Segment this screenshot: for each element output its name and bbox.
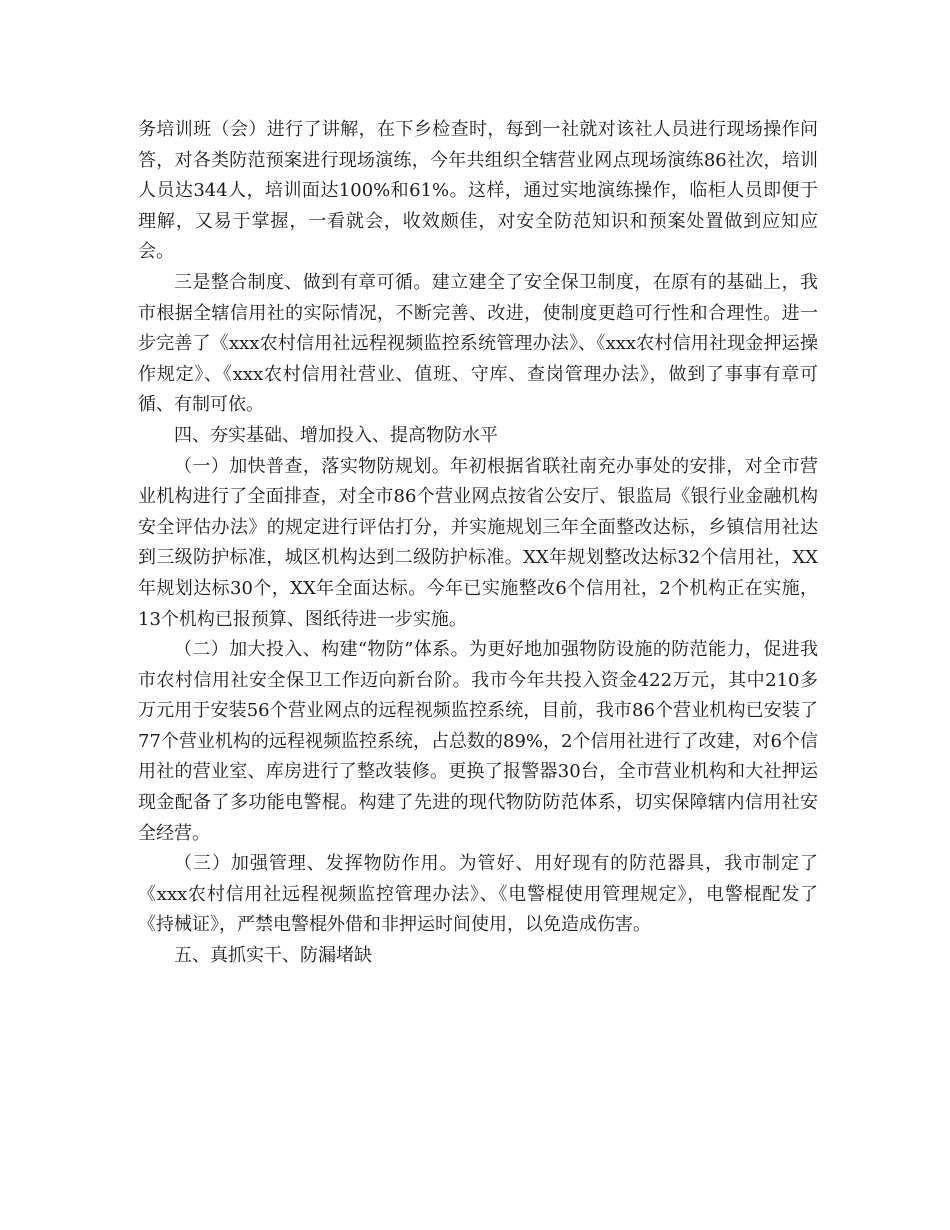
section-heading-five: 五、真抓实干、防漏堵缺 — [174, 945, 372, 967]
paragraph-investment: （二）加大投入、构建“物防”体系。为更好地加强物防设施的防范能力，促进我市农村信用社安全保卫工作迈向新台阶。我市今年共投入资金422万元，其中210多万元用于安装56个营业网点的远程视频监控系统，目前，我市86个营业机构已安装了77个营业机构的远程视频监控系统，占总数的89%，2个信用社进行了改建，对6个信用社的营业室、库房进行了整改装修。更换了报警器30台，全市营业机构和大社押运现金配备了多功能电警棍。构建了先进的现代物防防范体系，切实保障辖内信用社安全经营。 — [138, 639, 818, 844]
paragraph-training-continued: 务培训班（会）进行了讲解，在下乡检查时，每到一社就对该社人员进行现场操作问答，对各类防范预案进行现场演练，今年共组织全辖营业网点现场演练86社次，培训人员达344人，培训面达100%和61%。这样，通过实地演练操作，临柜人员即便于理解，又易于掌握，一看就会，收效颇佳，对安全防范知识和预案处置做到应知应会。 — [138, 119, 818, 263]
paragraph-rules-integration: 三是整合制度、做到有章可循。建立建全了安全保卫制度，在原有的基础上，我市根据全辖信用社的实际情况，不断完善、改进，使制度更趋可行性和合理性。进一步完善了《xxx农村信用社远程视频监控系统管理办法》、《xxx农村信用社现金押运操作规定》、《xxx农村信用社营业、值班、守库、查岗管理办法》，做到了事事有章可循、有制可依。 — [138, 271, 818, 416]
paragraph-management: （三）加强管理、发挥物防作用。为管好、用好现有的防范器具，我市制定了《xxx农村信用社远程视频监控管理办法》、《电警棍使用管理规定》，电警棍配发了《持械证》，严禁电警棍外借和非押运时间使用，以免造成伤害。 — [138, 853, 818, 936]
document-body — [138, 115, 818, 972]
section-heading-four: 四、夯实基础、增加投入、提高物防水平 — [174, 424, 498, 446]
paragraph-survey-planning: （一）加快普查，落实物防规划。年初根据省联社南充办事处的安排，对全市营业机构进行了全面排查，对全市86个营业网点按省公安厅、银监局《银行业金融机构安全评估办法》的规定进行评估打分，并实施规划三年全面整改达标，乡镇信用社达到三级防护标准，城区机构达到二级防护标准。XX年规划整改达标32个信用社，XX年规划达标30个，XX年全面达标。今年已实施整改6个信用社，2个机构正在实施，13个机构已报预算、图纸待进一步实施。 — [138, 455, 818, 630]
